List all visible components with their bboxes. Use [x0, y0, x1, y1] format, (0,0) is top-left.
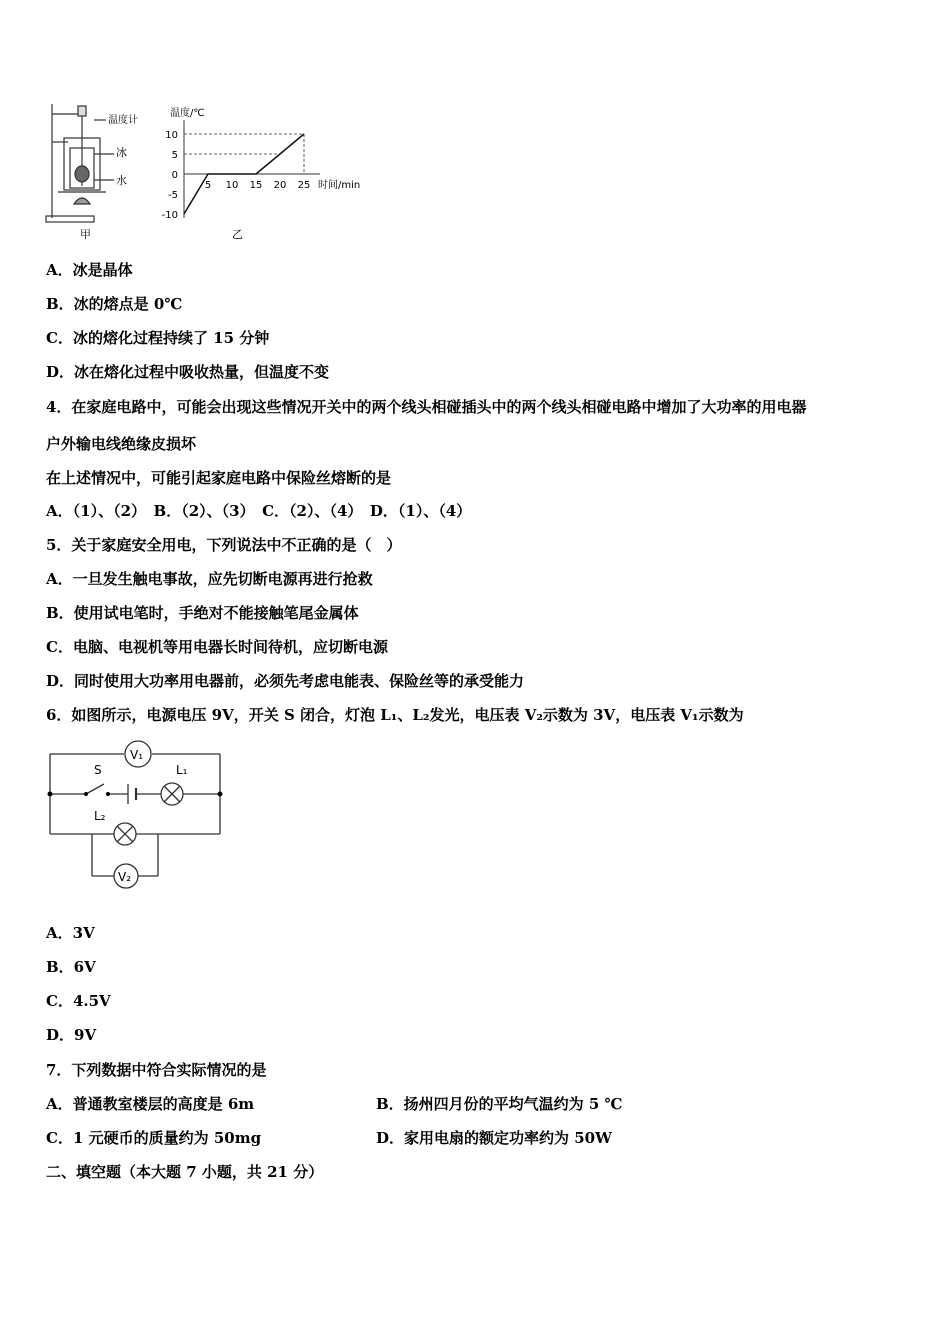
label-thermometer: 温度计 — [108, 115, 138, 126]
q4-stem-line2: 户外输电线绝缘皮损坏 — [46, 435, 197, 453]
q7-option-c: C．1 元硬币的质量约为 50mg — [46, 1129, 262, 1147]
q6-option-d: D．9V — [46, 1026, 97, 1044]
x-tick-label: 5 — [204, 180, 212, 191]
q5-option-a: A．一旦发生触电事故，应先切断电源再进行抢救 — [46, 570, 373, 588]
q6-stem: 6．如图所示，电源电压 9V，开关 S 闭合，灯泡 L₁、L₂发光，电压表 V₂示数为 3V，电压表 V₁示数为 — [46, 706, 744, 724]
q5-option-c: C．电脑、电视机等用电器长时间待机，应切断电源 — [46, 638, 388, 656]
section-2-heading: 二、填空题（本大题 7 小题，共 21 分） — [46, 1163, 324, 1181]
y-tick-label: 10 — [165, 130, 178, 141]
x-tick-label: 25 — [297, 180, 311, 191]
y-tick-label: 5 — [171, 150, 178, 161]
circuit-diagram — [40, 738, 230, 898]
q7-stem: 7．下列数据中符合实际情况的是 — [46, 1061, 267, 1079]
voltmeter-v2-label: V₂ — [118, 870, 132, 884]
switch-s-label: S — [94, 763, 102, 777]
q6-option-b: B．6V — [46, 958, 96, 976]
x-tick-label: 20 — [273, 180, 287, 191]
x-tick-label: 10 — [225, 180, 239, 191]
q5-option-d: D．同时使用大功率用电器前，必须先考虑电能表、保险丝等的承受能力 — [46, 672, 525, 690]
y-axis-title: 温度/℃ — [170, 108, 205, 119]
q6-option-c: C．4.5V — [46, 992, 111, 1010]
q6-option-a: A．3V — [46, 924, 95, 942]
q4-stem-line1: 4．在家庭电路中，可能会出现这些情况开关中的两个线头相碰插头中的两个线头相碰电路中增加了大功率的用电器 — [46, 398, 807, 416]
lamp-l1 — [161, 783, 183, 805]
q3-option-a: A．冰是晶体 — [46, 261, 133, 279]
y-tick-label: -10 — [161, 210, 178, 221]
voltmeter-v1-label: V₁ — [130, 748, 144, 762]
x-tick-label: 15 — [249, 180, 263, 191]
label-yi: 乙 — [232, 228, 243, 241]
y-tick-label: -5 — [168, 190, 178, 201]
q4-options: A．（1）、（2） B．（2）、（3） C．（2）、（4） D．（1）、（4） — [46, 502, 472, 520]
lamp-l2 — [114, 823, 136, 845]
q3-option-d: D．冰在熔化过程中吸收热量，但温度不变 — [46, 363, 330, 381]
y-tick-label: 0 — [171, 170, 178, 181]
q3-option-b: B．冰的熔点是 0℃ — [46, 295, 183, 313]
q4-stem-line3: 在上述情况中，可能引起家庭电路中保险丝熔断的是 — [46, 469, 392, 487]
q7-option-b: B．扬州四月份的平均气温约为 5 ℃ — [376, 1095, 623, 1113]
lamp-l1-label: L₁ — [176, 763, 188, 777]
label-water: 水 — [116, 174, 127, 187]
q3-option-c: C．冰的熔化过程持续了 15 分钟 — [46, 329, 270, 347]
label-ice: 冰 — [116, 146, 127, 159]
ice-melting-figure — [44, 96, 364, 246]
lamp-l2-label: L₂ — [94, 809, 106, 823]
apparatus-diagram — [46, 104, 114, 222]
q7-option-a: A．普通教室楼层的高度是 6m — [46, 1095, 255, 1113]
q5-option-b: B．使用试电笔时，手绝对不能接触笔尾金属体 — [46, 604, 359, 622]
label-jia: 甲 — [80, 228, 91, 241]
q7-option-d: D．家用电扇的额定功率约为 50W — [376, 1129, 612, 1147]
q5-stem: 5．关于家庭安全用电，下列说法中不正确的是（ ） — [46, 536, 402, 554]
x-axis-title: 时间/min — [318, 180, 361, 191]
temperature-time-chart — [162, 106, 361, 221]
